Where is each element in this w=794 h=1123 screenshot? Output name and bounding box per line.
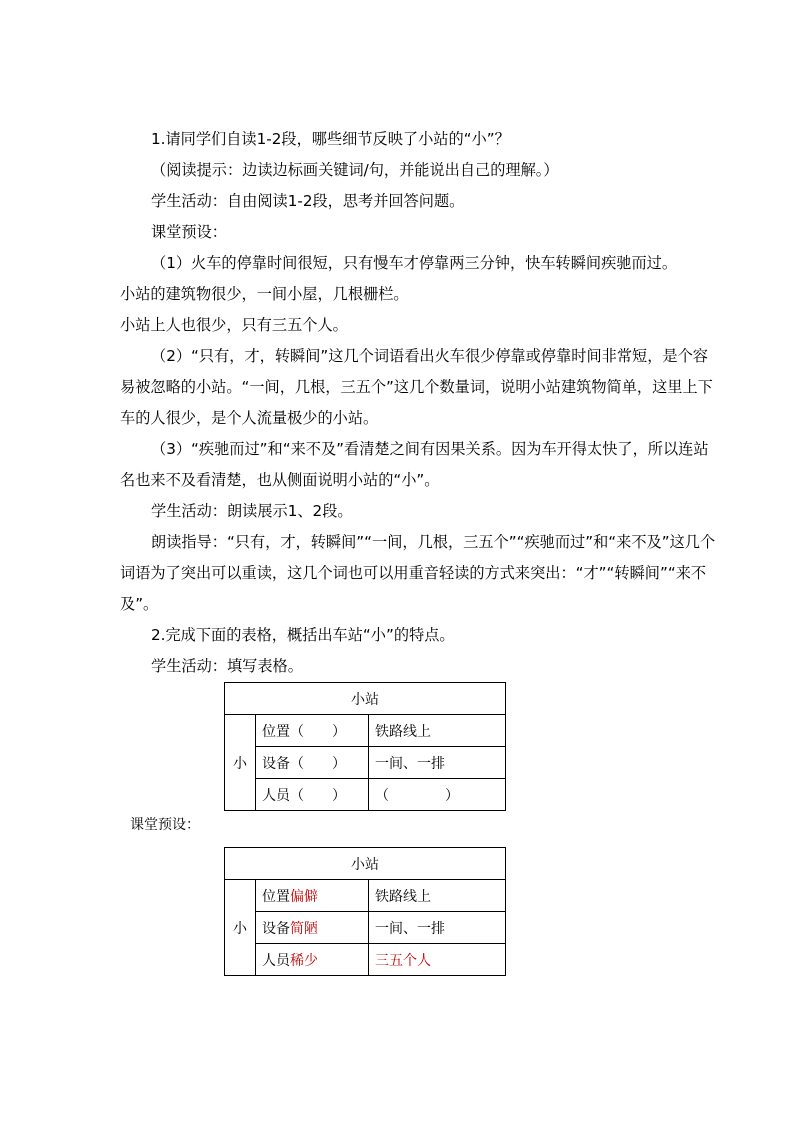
table-row <box>225 848 506 880</box>
blank-table <box>224 682 506 811</box>
preset-point-1: （1）火车的停靠时间很短，只有慢车才停靠两三分钟，快车转瞬间疾驰而过。 <box>151 254 678 272</box>
table-cell-value: （ ） <box>369 779 506 811</box>
table-row <box>225 779 506 811</box>
table-title: 小站 <box>225 848 506 880</box>
table-cell-label <box>256 880 369 912</box>
table-row <box>225 747 506 779</box>
table-side-label: 小 <box>225 880 256 976</box>
table-cell-label: 位置（ ） <box>256 715 369 747</box>
table-title: 小站 <box>225 683 506 715</box>
table-cell-label: 设备（ ） <box>256 747 369 779</box>
student-activity-3: 学生活动：填写表格。 <box>151 657 303 675</box>
preset-label-1: 课堂预设： <box>151 223 227 241</box>
student-activity-2: 学生活动：朗读展示1、2段。 <box>151 502 353 520</box>
answer-text: 偏僻 <box>290 888 318 905</box>
preset-point-3: （3）“疾驰而过”和“来不及”看清楚之间有因果关系。因为车开得太快了，所以连站名也来不及看清楚，也从侧面说明小站的“小”。 <box>120 440 709 489</box>
table-side-label: 小 <box>225 715 256 811</box>
table-cell-label <box>256 912 369 944</box>
table-row <box>225 880 506 912</box>
answer-table <box>224 847 506 976</box>
preset-label-2: 课堂预设： <box>130 817 200 833</box>
table-cell-label <box>256 944 369 976</box>
reading-tip: （阅读提示：边读边标画关键词/句，并能说出自己的理解。） <box>151 161 559 179</box>
row-label: 设备 <box>262 920 290 937</box>
table-cell-value: 一间、一排 <box>369 747 506 779</box>
question-2: 2.完成下面的表格，概括出车站“小”的特点。 <box>151 626 455 644</box>
answer-text: 简陋 <box>290 920 318 937</box>
preset-point-1b: 小站的建筑物很少，一间小屋，几根栅栏。 <box>120 285 409 303</box>
student-activity-1: 学生活动：自由阅读1-2段，思考并回答问题。 <box>151 192 465 210</box>
row-label: 位置 <box>262 888 290 905</box>
table-row <box>225 912 506 944</box>
preset-point-1c: 小站上人也很少，只有三五个人。 <box>120 316 348 334</box>
table-cell-value: 铁路线上 <box>369 715 506 747</box>
preset-point-2: （2）“只有，才，转瞬间”这几个词语看出火车很少停靠或停靠时间非常短，是个容易被忽略的小站。“一间，几根，三五个”这几个数量词，说明小站建筑物简单，这里上下车的人很少，是个人流量极少的小站。 <box>120 347 713 427</box>
table-row <box>225 944 506 976</box>
table-cell-value: 三五个人 <box>369 944 506 976</box>
table-row <box>225 715 506 747</box>
table-cell-value: 铁路线上 <box>369 880 506 912</box>
document-content <box>120 124 720 976</box>
row-label: 人员 <box>262 952 290 969</box>
answer-text: 稀少 <box>290 952 318 969</box>
table-cell-label: 人员（ ） <box>256 779 369 811</box>
reading-guidance: 朗读指导：“只有，才，转瞬间”“一间，几根，三五个”“疾驰而过”和“来不及”这几个词语为了突出可以重读，这几个词也可以用重音轻读的方式来突出：“才”“转瞬间”“来不及”。 <box>120 533 716 613</box>
table-row <box>225 683 506 715</box>
table-cell-value: 一间、一排 <box>369 912 506 944</box>
question-1: 1.请同学们自读1-2段，哪些细节反映了小站的“小”？ <box>151 130 510 148</box>
